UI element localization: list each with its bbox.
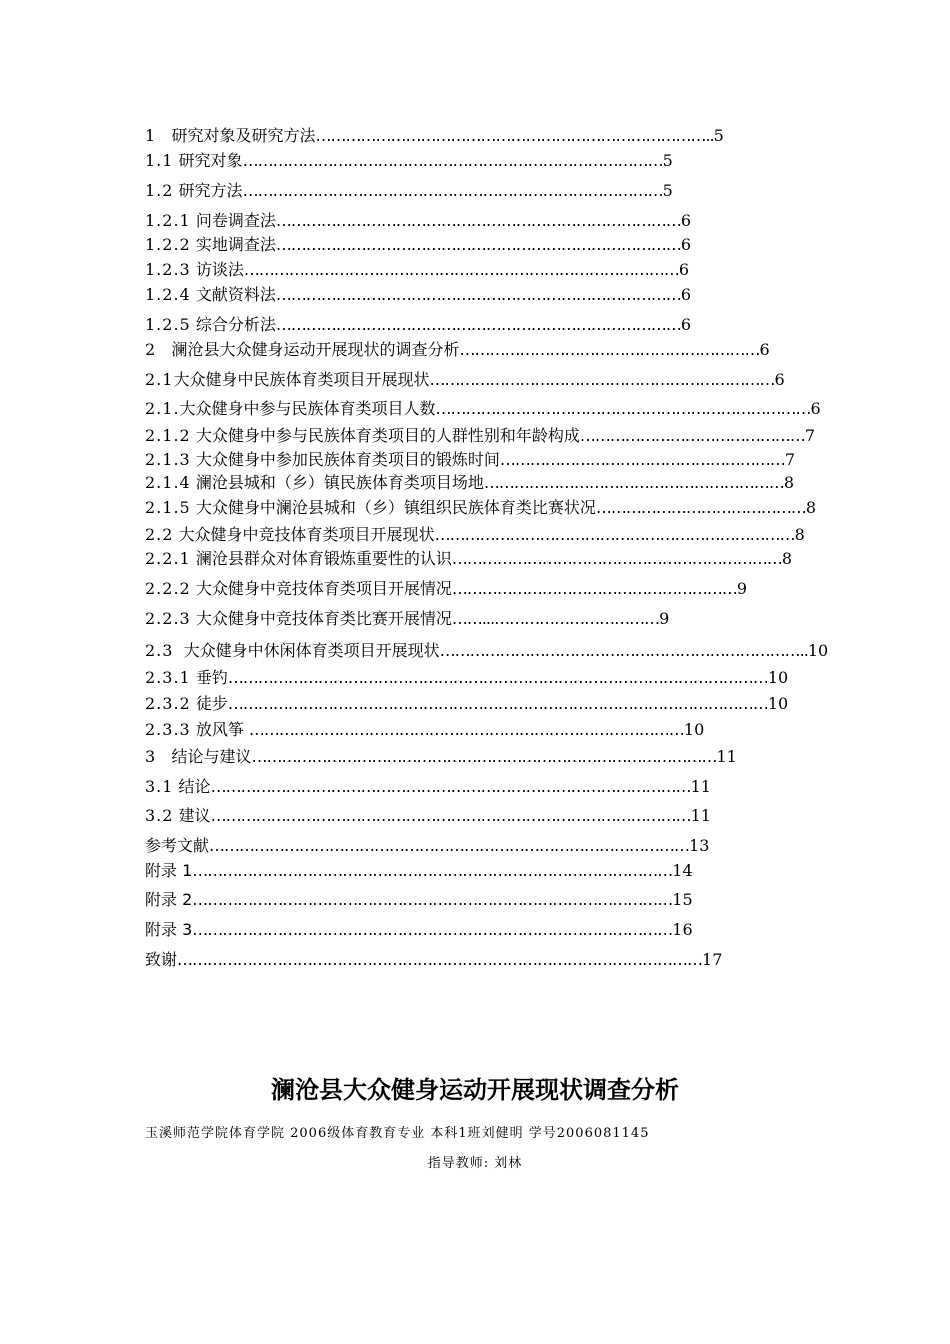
toc-page: 13 bbox=[689, 836, 710, 855]
toc-leader: …………………………………… bbox=[595, 498, 806, 517]
toc-title: 研究方法 bbox=[178, 181, 243, 200]
toc-page: 9 bbox=[736, 579, 748, 598]
toc-leader: …………………………………………………………………………………… bbox=[192, 920, 673, 939]
toc-page: 10 bbox=[767, 668, 789, 687]
toc-leader: ……………………………………… bbox=[579, 426, 805, 445]
toc-leader: ……………………………………………………………… bbox=[434, 525, 795, 544]
toc-page: 10 bbox=[683, 720, 705, 739]
toc-title: 大众健身中竞技体育类项目开展现状 bbox=[178, 525, 435, 544]
toc-leader: …………………………………………………………………………… bbox=[243, 260, 679, 279]
toc-page: 6 bbox=[680, 315, 692, 334]
toc-page: 16 bbox=[672, 920, 693, 939]
toc-leader: ……………………………………………………………………… bbox=[275, 235, 681, 254]
toc-title: 研究对象及研究方法 bbox=[171, 126, 316, 145]
toc-title: 结论与建议 bbox=[171, 747, 252, 766]
toc-leader: ……………………………………………………………………… bbox=[275, 211, 681, 230]
toc-page: 6 bbox=[680, 285, 692, 304]
toc-page: 11 bbox=[690, 806, 711, 825]
toc-leader: …………………………………………………………………………………… bbox=[210, 777, 691, 796]
toc-leader: …………………………………………………………………………………… bbox=[192, 890, 673, 909]
toc-title: 澜沧县大众健身运动开展现状的调查分析 bbox=[171, 340, 460, 359]
toc-leader: ………………………………………………………………… bbox=[435, 399, 811, 418]
toc-title: 澜沧县城和（乡）镇民族体育类项目场地 bbox=[195, 473, 484, 492]
toc-page: 6 bbox=[680, 235, 692, 254]
toc-number: 2.1. bbox=[145, 399, 180, 418]
toc-entry[interactable] bbox=[145, 210, 767, 232]
toc-entry[interactable] bbox=[145, 150, 767, 172]
toc-number: 2.3.3 bbox=[145, 720, 191, 739]
toc-leader: …………………………………………………………………………………… bbox=[192, 861, 673, 880]
toc-leader: …………………………………………………………………….. bbox=[315, 126, 714, 145]
toc-number: 1.2.3 bbox=[145, 260, 191, 279]
toc-title: 实地调查法 bbox=[195, 235, 276, 254]
toc-title: 大众健身中澜沧县城和（乡）镇组织民族体育类比赛状况 bbox=[195, 498, 596, 517]
toc-entry[interactable] bbox=[145, 180, 767, 202]
toc-entry[interactable] bbox=[145, 524, 805, 546]
toc-page: 8 bbox=[783, 473, 795, 492]
toc-leader: ……………………………………………………………………… bbox=[275, 285, 681, 304]
toc-entry[interactable] bbox=[145, 805, 797, 827]
toc-number: 2 bbox=[145, 340, 157, 359]
toc-entry[interactable] bbox=[145, 776, 797, 798]
toc-leader: …………………………………………………………………………………… bbox=[209, 836, 690, 855]
toc-number: 2.1.4 bbox=[145, 473, 191, 492]
toc-entry[interactable] bbox=[145, 860, 797, 882]
toc-number: 3.1 bbox=[145, 777, 174, 796]
toc-page: 14 bbox=[672, 861, 693, 880]
toc-entry[interactable] bbox=[145, 284, 767, 306]
toc-title: 文献资料法 bbox=[195, 285, 276, 304]
toc-entry[interactable] bbox=[145, 398, 821, 420]
toc-title: 大众健身中参与民族体育类项目人数 bbox=[179, 399, 436, 418]
toc-leader: ……………………………………………………………….. bbox=[439, 641, 808, 660]
toc-page: 11 bbox=[690, 777, 711, 796]
toc-page: 5 bbox=[662, 181, 673, 200]
toc-page: 7 bbox=[804, 426, 816, 445]
toc-entry[interactable] bbox=[145, 234, 767, 256]
toc-entry[interactable] bbox=[145, 339, 777, 361]
toc-leader: ………………………………………………………………………… bbox=[242, 151, 663, 170]
toc-page: 15 bbox=[672, 890, 693, 909]
toc-entry[interactable] bbox=[145, 259, 767, 281]
toc-leader: ……………………………………………………………………………………………… bbox=[227, 694, 768, 713]
toc-title: 附录 3 bbox=[145, 920, 193, 939]
toc-page: 10 bbox=[767, 694, 789, 713]
toc-title: 致谢 bbox=[145, 950, 178, 969]
toc-title: 大众健身中民族体育类项目开展现状 bbox=[173, 370, 430, 389]
toc-entry[interactable] bbox=[145, 472, 795, 494]
toc-number: 2.2.2 bbox=[145, 579, 191, 598]
toc-entry[interactable] bbox=[145, 835, 797, 857]
toc-page: 5 bbox=[713, 126, 724, 145]
toc-entry[interactable] bbox=[145, 548, 793, 570]
toc-entry[interactable] bbox=[145, 425, 816, 447]
toc-title: 参考文献 bbox=[145, 836, 210, 855]
toc-title: 放风筝 bbox=[195, 720, 244, 739]
toc-page: 6 bbox=[759, 340, 770, 359]
toc-title: 大众健身中参与民族体育类项目的人群性别和年龄构成 bbox=[195, 426, 580, 445]
toc-entry[interactable] bbox=[145, 125, 777, 147]
author-info: 玉溪师范学院体育学院 2006级体育教育专业 本科1班刘健明 学号2006081145 bbox=[145, 1126, 650, 1141]
toc-number: 1.2.1 bbox=[145, 211, 191, 230]
toc-leader: ……...…………………………… bbox=[451, 609, 660, 628]
toc-title: 大众健身中休闲体育类项目开展现状 bbox=[183, 641, 440, 660]
toc-entry[interactable] bbox=[145, 578, 753, 600]
toc-number: 2.1.3 bbox=[145, 450, 191, 469]
toc-number: 2.1.2 bbox=[145, 426, 191, 445]
toc-title: 澜沧县群众对体育锻炼重要性的认识 bbox=[195, 549, 452, 568]
toc-leader: …………………………………………………………………………………………… bbox=[177, 950, 703, 969]
toc-page: 8 bbox=[781, 549, 793, 568]
toc-entry[interactable] bbox=[145, 497, 817, 519]
toc-leader: ………………………………………………………………………………… bbox=[251, 747, 717, 766]
toc-number: 1.2.4 bbox=[145, 285, 191, 304]
toc-number: 1 bbox=[145, 126, 157, 145]
toc-leader: …………………………………………………… bbox=[483, 473, 784, 492]
toc-title: 结论 bbox=[178, 777, 211, 796]
toc-title: 大众健身中参加民族体育类项目的锻炼时间 bbox=[195, 450, 500, 469]
toc-page: 6 bbox=[680, 211, 692, 230]
toc-number: 2.3 bbox=[145, 641, 174, 660]
toc-number: 1.2.5 bbox=[145, 315, 191, 334]
page-title: 澜沧县大众健身运动开展现状调查分析 bbox=[271, 1076, 679, 1104]
toc-leader: ………………………………………………………………………… bbox=[242, 181, 663, 200]
toc-number: 1.2.2 bbox=[145, 235, 191, 254]
toc-page: 7 bbox=[784, 450, 796, 469]
toc-number: 1.2 bbox=[145, 181, 174, 200]
toc-entry[interactable] bbox=[145, 919, 797, 941]
toc-title: 垂钓 bbox=[195, 668, 228, 687]
toc-entry[interactable] bbox=[145, 314, 767, 336]
toc-leader: …………………………………………………………………………… bbox=[248, 720, 684, 739]
advisor-info: 指导教师: 刘林 bbox=[427, 1156, 523, 1171]
toc-entry[interactable] bbox=[145, 369, 785, 391]
toc-page: 5 bbox=[662, 151, 673, 170]
toc-number: 3.2 bbox=[145, 806, 174, 825]
toc-entry[interactable] bbox=[145, 640, 829, 662]
toc-leader: …………………………………………………………… bbox=[429, 370, 775, 389]
toc-title: 大众健身中竞技体育类比赛开展情况 bbox=[195, 609, 452, 628]
toc-number: 2.3.2 bbox=[145, 694, 191, 713]
toc-number: 2.3.1 bbox=[145, 668, 191, 687]
toc-leader: ……………………………………………………………………………………………… bbox=[227, 668, 768, 687]
toc-page: 6 bbox=[810, 399, 821, 418]
toc-page: 8 bbox=[805, 498, 817, 517]
toc-entry[interactable] bbox=[145, 667, 801, 689]
toc-page: 9 bbox=[659, 609, 670, 628]
toc-title: 徒步 bbox=[195, 694, 228, 713]
toc-entry[interactable] bbox=[145, 719, 805, 741]
toc-title: 附录 2 bbox=[145, 890, 193, 909]
toc-title: 访谈法 bbox=[195, 260, 244, 279]
toc-leader: ………………………………………………… bbox=[499, 450, 785, 469]
toc-number: 2.2.3 bbox=[145, 609, 191, 628]
toc-page: 17 bbox=[702, 950, 723, 969]
toc-number: 2.1 bbox=[145, 370, 174, 389]
toc-leader: ………………………………………………………… bbox=[451, 549, 782, 568]
toc-leader: ……………………………………………………………………… bbox=[275, 315, 681, 334]
toc-entry[interactable] bbox=[145, 449, 796, 471]
toc-number: 2.1.5 bbox=[145, 498, 191, 517]
toc-title: 大众健身中竞技体育类项目开展情况 bbox=[195, 579, 452, 598]
toc-page: 8 bbox=[794, 525, 805, 544]
toc-title: 研究对象 bbox=[178, 151, 243, 170]
toc-page: 6 bbox=[774, 370, 785, 389]
toc-number: 2.2 bbox=[145, 525, 174, 544]
toc-number: 1.1 bbox=[145, 151, 174, 170]
toc-entry[interactable] bbox=[145, 889, 797, 911]
toc-number: 3 bbox=[145, 747, 157, 766]
toc-page: 10 bbox=[807, 641, 829, 660]
toc-leader: …………………………………………………… bbox=[459, 340, 760, 359]
toc-page: 11 bbox=[716, 747, 737, 766]
toc-title: 附录 1 bbox=[145, 861, 193, 880]
toc-entry[interactable] bbox=[145, 949, 797, 971]
toc-number: 2.2.1 bbox=[145, 549, 191, 568]
toc-title: 问卷调查法 bbox=[195, 211, 276, 230]
toc-entry[interactable] bbox=[145, 608, 753, 630]
toc-page: 6 bbox=[678, 260, 690, 279]
toc-title: 建议 bbox=[178, 806, 211, 825]
toc-entry[interactable] bbox=[145, 746, 805, 768]
toc-title: 综合分析法 bbox=[195, 315, 276, 334]
toc-leader: ………………………………………………… bbox=[451, 579, 737, 598]
toc-entry[interactable] bbox=[145, 693, 801, 715]
toc-leader: …………………………………………………………………………………… bbox=[210, 806, 691, 825]
